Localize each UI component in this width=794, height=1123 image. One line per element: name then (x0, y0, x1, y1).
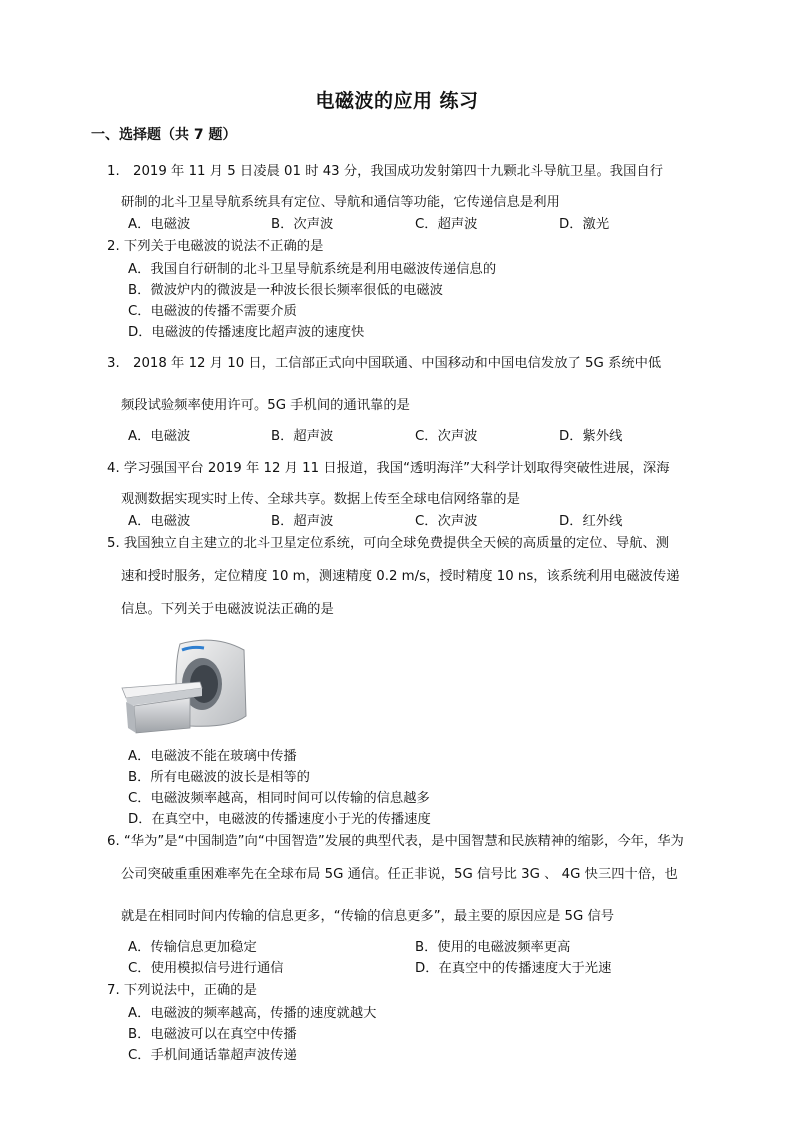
q5-line-3: 信息。下列关于电磁波说法正确的是 (121, 602, 334, 617)
q5-line-1: 5. 我国独立自主建立的北斗卫星定位系统，可向全球免费提供全天候的高质量的定位、导航、测 (107, 536, 670, 551)
q3-option-a: A．电磁波 (128, 429, 191, 444)
q7-line-1: 7. 下列说法中，正确的是 (107, 983, 257, 998)
q2-option-a: A．我国自行研制的北斗卫星导航系统是利用电磁波传递信息的 (128, 262, 497, 277)
q5-option-c: C．电磁波频率越高，相同时间可以传输的信息越多 (128, 791, 430, 806)
q5-option-a: A．电磁波不能在玻璃中传播 (128, 749, 297, 764)
q4-option-d: D．红外线 (559, 514, 623, 529)
q6-option-b: B．使用的电磁波频率更高 (415, 940, 571, 955)
page-title: 电磁波的应用 练习 (315, 90, 479, 112)
q3-option-c: C．次声波 (415, 429, 478, 444)
q3-line-2: 频段试验频率使用许可。5G 手机间的通讯靠的是 (121, 398, 410, 413)
q1-line-1: 1. 2019 年 11 月 5 日凌晨 01 时 43 分，我国成功发射第四十九颗北斗导航卫星。我国自行 (107, 164, 663, 179)
q7-option-b: B．电磁波可以在真空中传播 (128, 1027, 297, 1042)
q2-option-c: C．电磁波的传播不需要介质 (128, 304, 297, 319)
q3-option-d: D．紫外线 (559, 429, 623, 444)
q1-option-a: A．电磁波 (128, 217, 191, 232)
q1-option-d: D．激光 (559, 217, 610, 232)
q6-line-2: 公司突破重重困难率先在全球布局 5G 通信。任正非说，5G 信号比 3G 、 4G 快三四十倍，也 (121, 867, 678, 882)
q6-option-a: A．传输信息更加稳定 (128, 940, 257, 955)
q1-option-b: B．次声波 (271, 217, 334, 232)
q4-line-1: 4. 学习强国平台 2019 年 12 月 11 日报道，我国“透明海洋”大科学计划取得突破性进展，深海 (107, 461, 670, 476)
q5-line-2: 速和授时服务，定位精度 10 m，测速精度 0.2 m/s，授时精度 10 ns，该系统利用电磁波传递 (121, 569, 680, 584)
q6-option-d: D．在真空中的传播速度大于光速 (415, 961, 612, 976)
q3-line-1: 3. 2018 年 12 月 10 日，工信部正式向中国联通、中国移动和中国电信发放了 5G 系统中低 (107, 356, 662, 371)
q6-line-1: 6. “华为”是“中国制造”向“中国智造”发展的典型代表，是中国智慧和民族精神的缩影，今年，华为 (107, 834, 684, 849)
q4-line-2: 观测数据实现实时上传、全球共享。数据上传至全球电信网络靠的是 (121, 492, 520, 507)
q2-option-b: B．微波炉内的微波是一种波长很长频率很低的电磁波 (128, 283, 443, 298)
q3-option-b: B．超声波 (271, 429, 334, 444)
q7-option-a: A．电磁波的频率越高，传播的速度就越大 (128, 1006, 377, 1021)
q4-option-c: C．次声波 (415, 514, 478, 529)
q2-option-d: D．电磁波的传播速度比超声波的速度快 (128, 325, 365, 340)
q6-option-c: C．使用模拟信号进行通信 (128, 961, 284, 976)
q2-line-1: 2. 下列关于电磁波的说法不正确的是 (107, 239, 324, 254)
q1-line-2: 研制的北斗卫星导航系统具有定位、导航和通信等功能，它传递信息是利用 (121, 195, 560, 210)
q7-option-c: C．手机间通话靠超声波传递 (128, 1048, 297, 1063)
q4-option-b: B．超声波 (271, 514, 334, 529)
q5-option-b: B．所有电磁波的波长是相等的 (128, 770, 310, 785)
q6-line-3: 就是在相同时间内传输的信息更多，“传输的信息更多”，最主要的原因应是 5G 信号 (121, 909, 615, 924)
q5-option-d: D．在真空中，电磁波的传播速度小于光的传播速度 (128, 812, 431, 827)
section-heading: 一、选择题（共 7 题） (91, 127, 237, 143)
q1-option-c: C．超声波 (415, 217, 478, 232)
q4-option-a: A．电磁波 (128, 514, 191, 529)
mri-scanner-image (120, 636, 250, 734)
